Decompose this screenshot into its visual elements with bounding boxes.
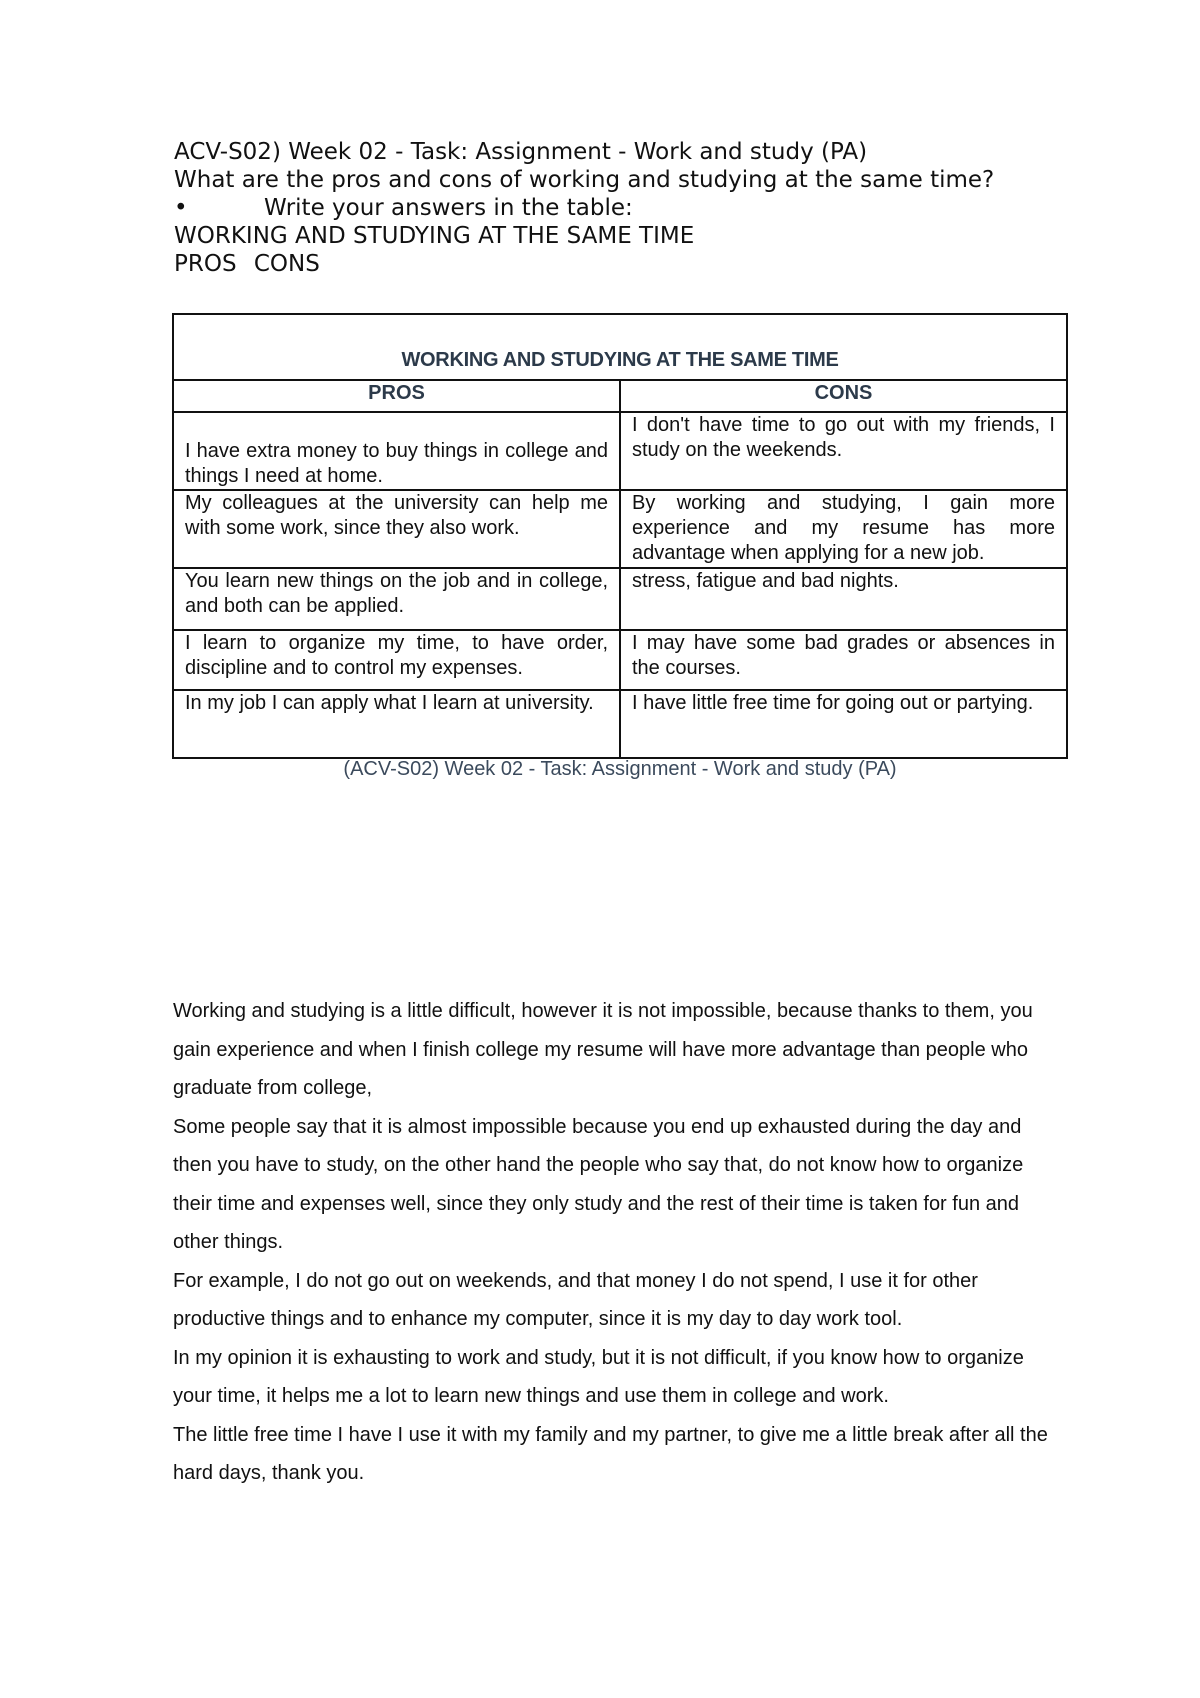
- pros-cons-table: [172, 313, 1068, 759]
- table-title-row: [173, 314, 1067, 380]
- pro-cell: I learn to organize my time, to have order, discipline and to control my expenses.: [173, 630, 620, 690]
- assignment-question: What are the pros and cons of working and studying at the same time?: [174, 167, 995, 193]
- column-header-pros: PROS: [173, 380, 620, 412]
- con-cell: I may have some bad grades or absences in the courses.: [620, 630, 1067, 690]
- con-cell: I have little free time for going out or partying.: [620, 690, 1067, 758]
- table-row: [173, 490, 1067, 568]
- instruction-text: Write your answers in the table:: [264, 195, 633, 221]
- essay-paragraph: Some people say that it is almost impossible because you end up exhausted during the day and then you have to study, on the other hand the people who say that, do not know how to organize their time and expenses well, since they only study and the rest of their time is taken for fun and other things.: [173, 1115, 1024, 1253]
- pro-cell: My colleagues at the university can help me with some work, since they also work.: [173, 490, 620, 568]
- con-cell: By working and studying, I gain more experience and my resume has more advantage when applying for a new job.: [620, 490, 1067, 568]
- bullet-icon: •: [174, 195, 188, 221]
- column-header-cons: CONS: [620, 380, 1067, 412]
- assignment-title: ACV-S02) Week 02 - Task: Assignment - Work and study (PA): [174, 139, 868, 165]
- essay-paragraph: The little free time I have I use it with my family and my partner, to give me a little break after all the hard days, thank you.: [173, 1423, 1048, 1484]
- essay-paragraph: For example, I do not go out on weekends, and that money I do not spend, I use it for other productive things and to enhance my computer, since it is my day to day work tool.: [173, 1269, 978, 1330]
- pro-cell: I have extra money to buy things in college and things I need at home.: [173, 412, 620, 490]
- pro-cell: In my job I can apply what I learn at university.: [173, 690, 620, 758]
- con-cell: stress, fatigue and bad nights.: [620, 568, 1067, 630]
- con-cell: I don't have time to go out with my friends, I study on the weekends.: [620, 412, 1067, 490]
- instruction-line: [174, 194, 1074, 222]
- table-row: [173, 568, 1067, 630]
- table-header-row: [173, 380, 1067, 412]
- table-title: WORKING AND STUDYING AT THE SAME TIME: [173, 314, 1067, 380]
- pro-cell: You learn new things on the job and in college, and both can be applied.: [173, 568, 620, 630]
- essay-paragraph: Working and studying is a little difficult, however it is not impossible, because thanks to them, you gain experience and when I finish college my resume will have more advantage than people who graduate from college,: [173, 1000, 1033, 1099]
- essay-body: [173, 992, 1053, 1493]
- essay-paragraph: In my opinion it is exhausting to work and study, but it is not difficult, if you know how to organize your time, it helps me a lot to learn new things and use them in college and work.: [173, 1346, 1024, 1407]
- section-heading: WORKING AND STUDYING AT THE SAME TIME: [174, 223, 695, 249]
- table-row: [173, 690, 1067, 758]
- table-caption: (ACV-S02) Week 02 - Task: Assignment - Work and study (PA): [343, 758, 897, 780]
- pros-cons-label: PROS CONS: [174, 251, 320, 277]
- table-row: [173, 630, 1067, 690]
- table-row: [173, 412, 1067, 490]
- document-header: [174, 138, 1074, 278]
